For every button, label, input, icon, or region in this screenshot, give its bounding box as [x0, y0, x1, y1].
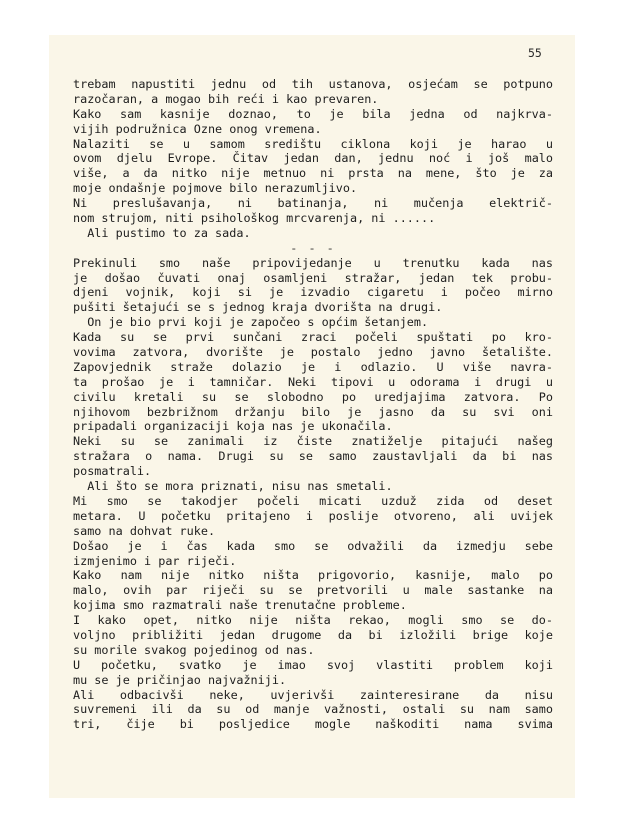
text-line: njihovom bezbrižnom držanju bilo je jasno da su svi oni [73, 404, 553, 419]
text-line: Kako sam kasnije doznao, to je bila jedna od najkrva- [73, 106, 553, 121]
text-line: ta prošao je i tamničar. Neki tipovi u odorama i drugi u [73, 374, 553, 389]
text-line: Kada su se prvi sunčani zraci počeli spuštati po kro- [73, 330, 553, 345]
text-line: Došao je i čas kada smo se odvažili da izmedju sebe [73, 538, 553, 553]
text-line: pušiti šetajući se s jednog kraja dvorišta na drugi. [73, 300, 443, 315]
text-line: voljno približiti jedan drugome da bi izložili brige koje [73, 627, 553, 642]
text-line: vovima zatvora, dvorište je postalo jedno javno šetalište. [73, 345, 553, 360]
text-line: nom strujom, niti psihološkog mrcvarenja, ni ...... [73, 211, 436, 226]
text-line: Ali odbacivši neke, uvjerivši zainteresirane da nisu [73, 687, 553, 702]
text-line: Ali pustimo to za sada. [73, 225, 251, 240]
text-line: djeni vojnik, koji si je izvadio cigaretu i počeo mirno [73, 285, 553, 300]
text-line: suvremeni ili da su od manje važnosti, ostali su nam samo [73, 702, 553, 717]
text-line: pripadali organizaciji koja nas je ukonačila. [73, 419, 393, 434]
text-line: Ni preslušavanja, ni batinanja, ni mučenja električ- [73, 196, 553, 211]
text-line: Ali što se mora priznati, nisu nas smetali. [73, 479, 393, 494]
text-line: razočaran, a mogao bih reći i kao prevaren. [73, 91, 379, 106]
text-line: I kako opet, nitko nije ništa rekao, mogli smo se do- [73, 613, 553, 628]
text-line: posmatrali. [73, 464, 152, 479]
text-line: malo, ovih par riječi su se pretvorili u male sastanke na [73, 583, 553, 598]
text-line: vijih podružnica Ozne onog vremena. [73, 121, 322, 136]
text-line: Prekinuli smo naše pripovijedanje u trenutku kada nas [73, 255, 553, 270]
section-separator: - - - [290, 240, 336, 255]
text-line: je došao čuvati onaj osamljeni stražar, jedan tek probu- [73, 270, 553, 285]
text-line: stražara o nama. Drugi su se samo zaustavljali da bi nas [73, 449, 553, 464]
text-line: civilu kretali su se slobodno po uredjajima zatvora. Po [73, 389, 553, 404]
text-line: Nalaziti se u samom središtu ciklona koji je harao u [73, 136, 553, 151]
text-line: metara. U početku pritajeno i poslije otvoreno, ali uvijek [73, 508, 553, 523]
text-line: U početku, svatko je imao svoj vlastiti problem koji [73, 657, 553, 672]
text-line: mu se je pričinjao najvažniji. [73, 672, 287, 687]
text-line: samo na dohvat ruke. [73, 523, 216, 538]
text-line: Mi smo se takodjer počeli micati uzduž zida od deset [73, 493, 553, 508]
text-line: On je bio prvi koji je započeo s općim šetanjem. [73, 315, 429, 330]
text-line: Neki su se zanimali iz čiste znatiželje pitajući našeg [73, 434, 553, 449]
text-line: izmjenimo i par riječi. [73, 553, 237, 568]
text-line: više, a da nitko nije metnuo ni prsta na mene, što je za [73, 166, 553, 181]
text-line: su morile svakog pojedinog od nas. [73, 642, 315, 657]
text-line: trebam napustiti jednu od tih ustanova, osjećam se potpuno [73, 77, 553, 91]
text-line: ovom djelu Evrope. Čitav jedan dan, jednu noć i još malo [73, 151, 553, 166]
text-line: kojima smo razmatrali naše trenutačne probleme. [73, 598, 407, 613]
text-line: tri, čije bi posljedice mogle naškoditi nama svima [73, 717, 553, 732]
text-line: moje ondašnje pojmove bilo nerazumljivo. [73, 181, 358, 196]
page-number: 55 [528, 46, 542, 60]
body-text [73, 77, 553, 732]
text-line: Kako nam nije nitko ništa prigovorio, kasnije, malo po [73, 568, 553, 583]
text-line: Zapovjednik straže dolazio je i odlazio. U više navra- [73, 359, 553, 374]
